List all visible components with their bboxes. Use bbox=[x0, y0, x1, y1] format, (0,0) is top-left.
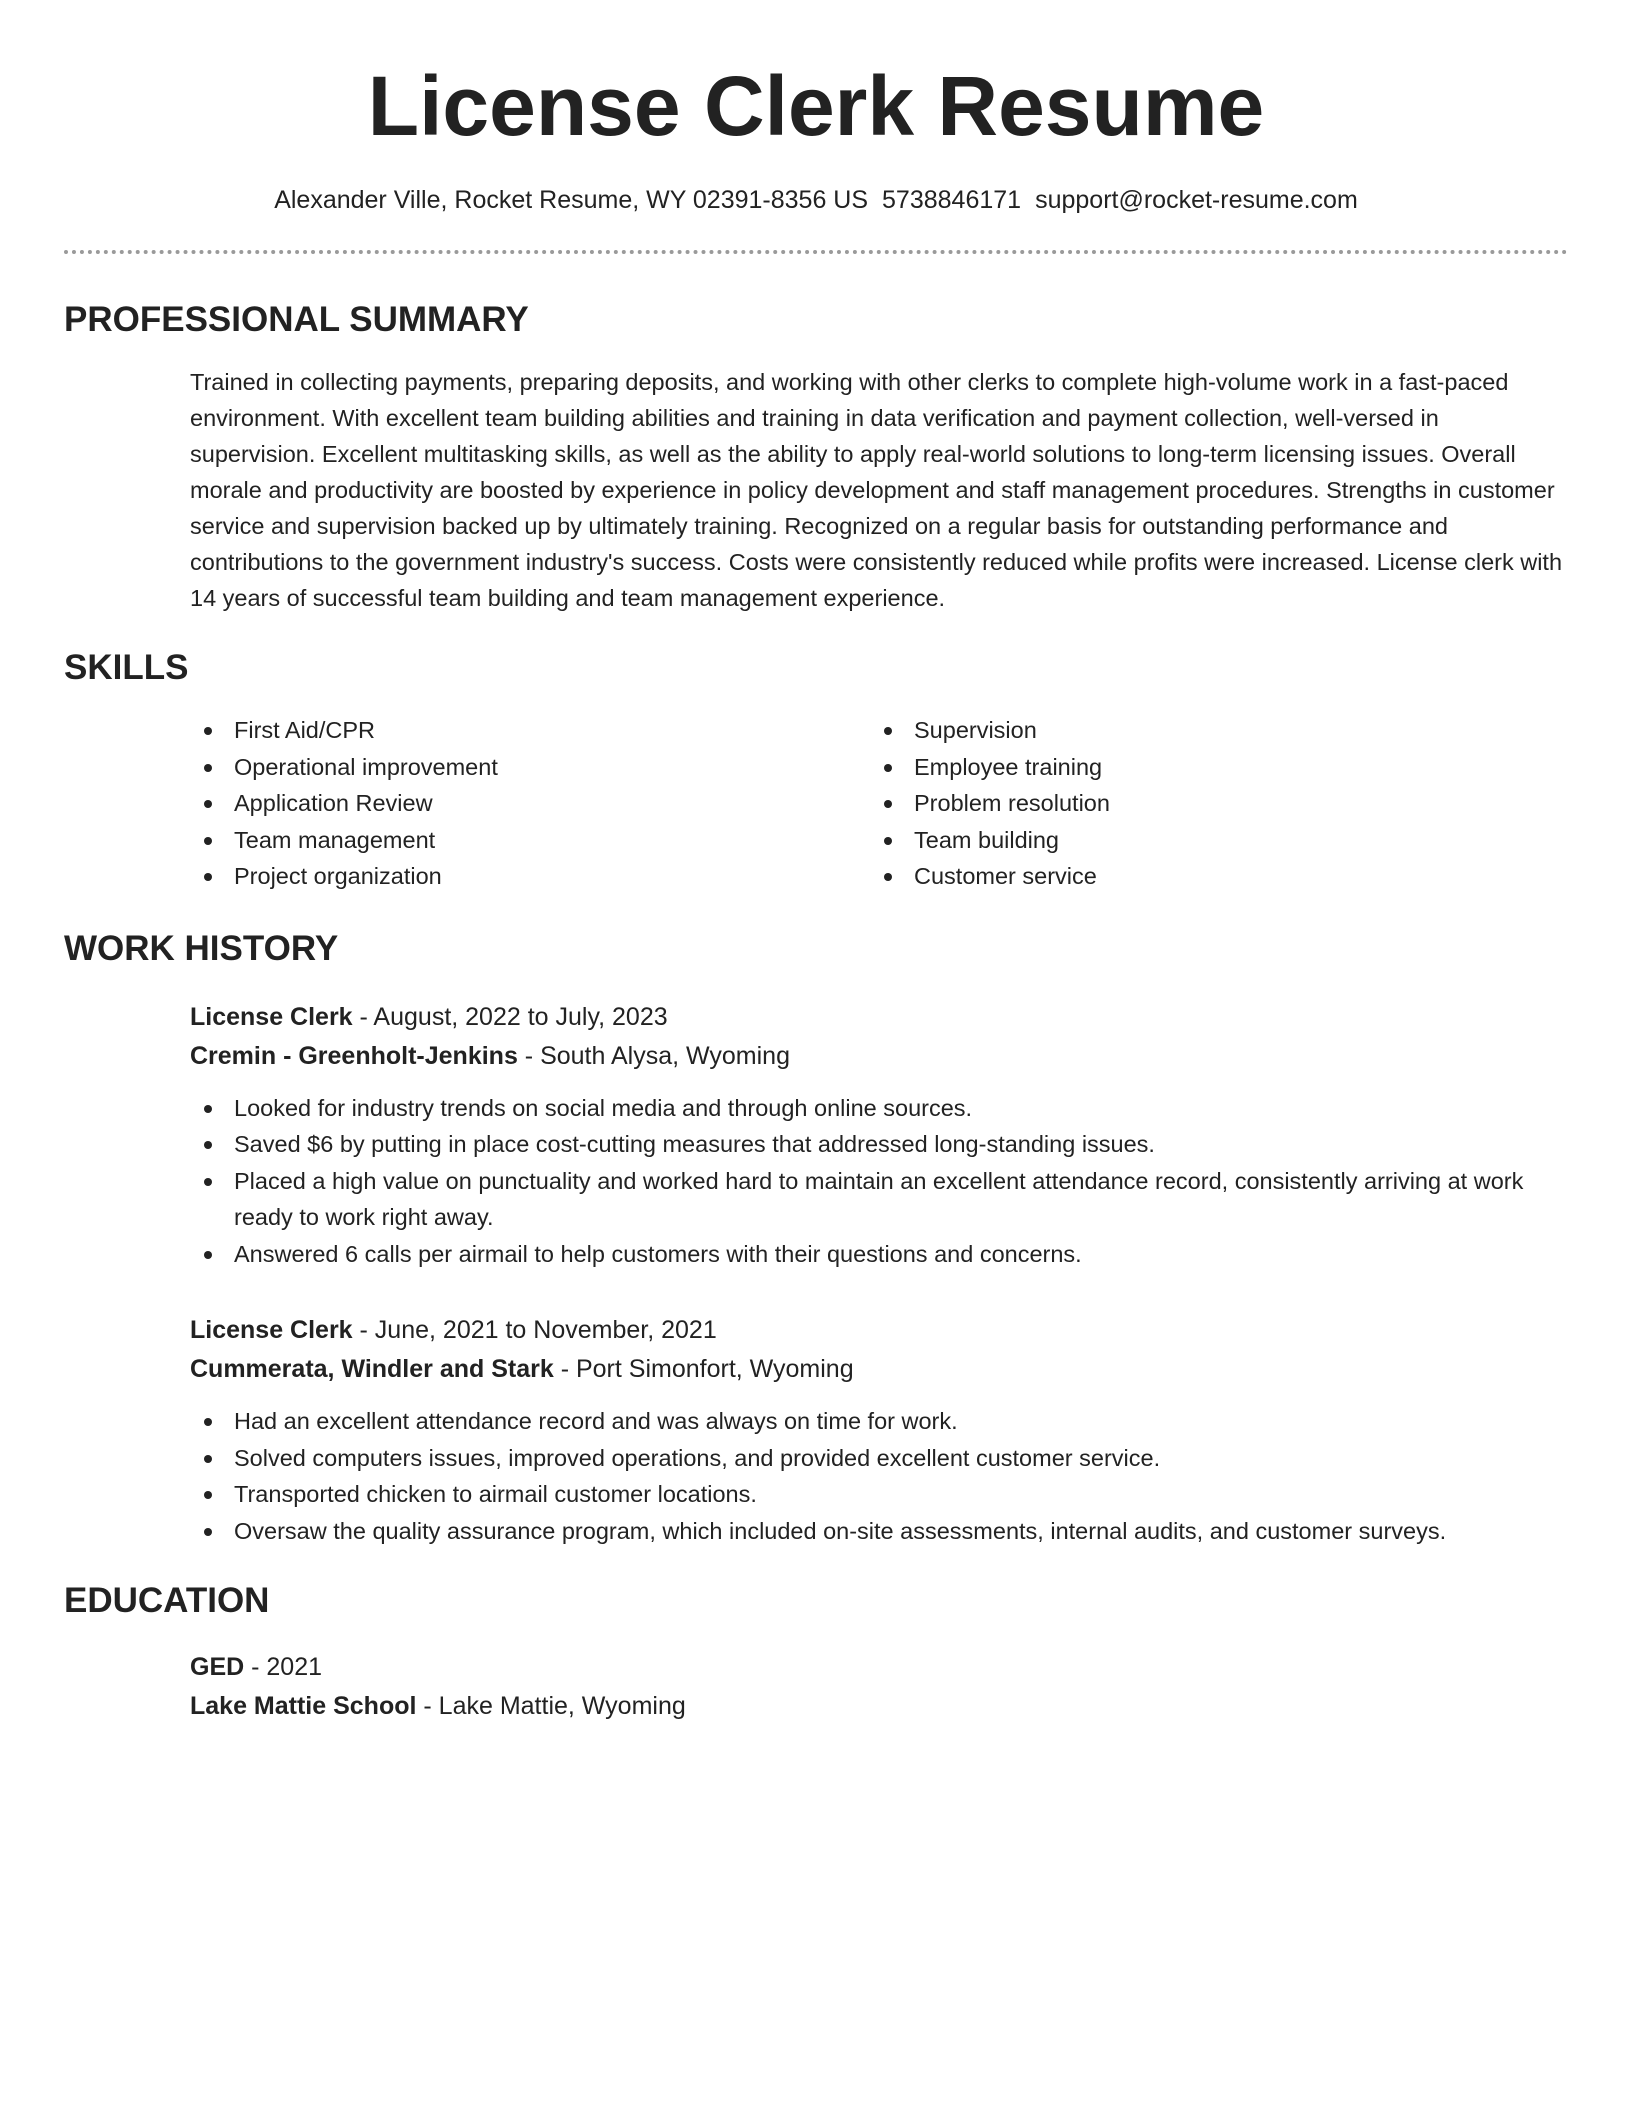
bullet-dot bbox=[204, 1251, 212, 1259]
education-location: - Lake Mattie, Wyoming bbox=[416, 1692, 686, 1720]
bullet-dot bbox=[884, 800, 892, 808]
skill-item bbox=[190, 749, 870, 786]
skill-item bbox=[190, 785, 870, 822]
job-company-line bbox=[190, 1038, 1568, 1074]
skills-section bbox=[64, 712, 1568, 895]
skills-left-column bbox=[190, 712, 870, 895]
bullet-dot bbox=[204, 1418, 212, 1426]
job-duty-item bbox=[190, 1440, 1568, 1477]
skill-label: Employee training bbox=[914, 753, 1103, 780]
contact-phone: 5738846171 bbox=[882, 186, 1022, 214]
skill-item bbox=[870, 749, 1550, 786]
skill-item bbox=[870, 712, 1550, 749]
job-title: License Clerk bbox=[190, 1002, 353, 1031]
skill-item bbox=[190, 712, 870, 749]
bullet-dot bbox=[204, 1455, 212, 1463]
skill-label: Supervision bbox=[914, 717, 1037, 743]
job-duty-text: Saved $6 by putting in place cost-cutting measures that addressed long-standing issues. bbox=[234, 1131, 1155, 1157]
bullet-dot bbox=[204, 727, 212, 735]
education-school: Lake Mattie School bbox=[190, 1692, 417, 1720]
header-divider bbox=[64, 250, 1568, 254]
resume-title: License Clerk Resume bbox=[367, 59, 1265, 153]
job-title-line bbox=[190, 999, 1568, 1035]
job-duty-text: Oversaw the quality assurance program, which included on-site assessments, internal audits, and customer surveys. bbox=[234, 1517, 1447, 1544]
summary-section bbox=[64, 364, 1568, 616]
skill-label: Application Review bbox=[234, 790, 433, 816]
education-heading: EDUCATION bbox=[64, 1581, 270, 1620]
skill-label: First Aid/CPR bbox=[234, 717, 376, 743]
job-duty-item bbox=[190, 1513, 1568, 1550]
job-entry bbox=[190, 999, 1568, 1273]
job-duty-item bbox=[190, 1236, 1568, 1273]
summary-text: Trained in collecting payments, preparing deposits, and working with other clerks to complete high-volume work in a fast-paced environment. With excellent team building abilities and training in data verification and payment collection, well-versed in supervision. Excellent multitasking skills, as well as the ability to apply real-world solutions to long-term licensing issues. Overall morale and productivity are boosted by experience in policy development and staff management procedures. Strengths in customer service and supervision backed up by ultimately training. Recognized on a regular basis for outstanding performance and contributions to the government industry's success. Costs were consistently reduced while profits were increased. License clerk with 14 years of successful team building and team management experience. bbox=[190, 369, 1563, 611]
contact-address: Alexander Ville, Rocket Resume, WY 02391-8356 US bbox=[274, 186, 869, 214]
education-entry bbox=[190, 1649, 1568, 1724]
skills-heading: SKILLS bbox=[64, 648, 189, 687]
work-history-section bbox=[64, 999, 1568, 1550]
contact-email: support@rocket-resume.com bbox=[1035, 186, 1358, 214]
skills-right-column bbox=[870, 712, 1550, 895]
skill-item bbox=[190, 822, 870, 859]
bullet-dot bbox=[204, 873, 212, 881]
job-location: - Port Simonfort, Wyoming bbox=[553, 1355, 854, 1383]
bullet-dot bbox=[204, 764, 212, 772]
skills-grid bbox=[190, 712, 1568, 895]
job-location: - South Alysa, Wyoming bbox=[517, 1041, 790, 1070]
education-year: - 2021 bbox=[244, 1653, 323, 1681]
job-duty-item bbox=[190, 1090, 1568, 1127]
job-duties bbox=[190, 1403, 1568, 1549]
skill-item bbox=[870, 822, 1550, 859]
job-duty-item bbox=[190, 1163, 1568, 1236]
job-company-line bbox=[190, 1351, 1568, 1387]
skill-label: Customer service bbox=[914, 863, 1097, 889]
job-duty-text: Placed a high value on punctuality and worked hard to maintain an excellent attendance record, consistently arriving at work ready to work right away. bbox=[234, 1167, 1524, 1230]
bullet-dot bbox=[204, 1105, 212, 1113]
bullet-dot bbox=[204, 1528, 212, 1536]
job-duty-text: Transported chicken to airmail customer locations. bbox=[234, 1481, 757, 1507]
skill-item bbox=[870, 785, 1550, 822]
job-duty-text: Looked for industry trends on social media and through online sources. bbox=[234, 1094, 973, 1121]
bullet-dot bbox=[884, 837, 892, 845]
bullet-dot bbox=[204, 1491, 212, 1499]
bullet-dot bbox=[884, 727, 892, 735]
education-school-line bbox=[190, 1688, 1568, 1724]
job-duty-item bbox=[190, 1403, 1568, 1440]
bullet-dot bbox=[204, 800, 212, 808]
job-dates: - June, 2021 to November, 2021 bbox=[352, 1316, 717, 1344]
skill-item bbox=[870, 858, 1550, 895]
bullet-dot bbox=[204, 1178, 212, 1186]
bullet-dot bbox=[884, 764, 892, 772]
job-company: Cremin - Greenholt-Jenkins bbox=[190, 1041, 518, 1070]
job-duty-text: Answered 6 calls per airmail to help customers with their questions and concerns. bbox=[234, 1240, 1082, 1267]
job-duty-text: Had an excellent attendance record and was always on time for work. bbox=[234, 1408, 958, 1434]
job-duty-text: Solved computers issues, improved operations, and provided excellent customer service. bbox=[234, 1444, 1161, 1471]
bullet-dot bbox=[204, 1141, 212, 1149]
education-degree-line bbox=[190, 1649, 1568, 1685]
job-company: Cummerata, Windler and Stark bbox=[190, 1355, 554, 1383]
job-title-line bbox=[190, 1312, 1568, 1348]
job-duties bbox=[190, 1090, 1568, 1273]
skill-label: Team management bbox=[234, 826, 436, 853]
skill-label: Problem resolution bbox=[914, 790, 1110, 816]
job-title: License Clerk bbox=[190, 1316, 353, 1344]
work-history-heading: WORK HISTORY bbox=[64, 928, 339, 968]
bullet-dot bbox=[204, 837, 212, 845]
job-entry bbox=[190, 1312, 1568, 1549]
contact-line bbox=[64, 184, 1568, 216]
job-duty-item bbox=[190, 1126, 1568, 1163]
skill-label: Project organization bbox=[234, 863, 442, 889]
skill-label: Operational improvement bbox=[234, 753, 498, 780]
skill-item bbox=[190, 858, 870, 895]
education-degree: GED bbox=[190, 1653, 245, 1681]
summary-heading: PROFESSIONAL SUMMARY bbox=[64, 300, 529, 339]
education-section bbox=[64, 1649, 1568, 1724]
skill-label: Team building bbox=[914, 826, 1060, 853]
job-duty-item bbox=[190, 1476, 1568, 1513]
job-dates: - August, 2022 to July, 2023 bbox=[352, 1002, 668, 1031]
bullet-dot bbox=[884, 873, 892, 881]
